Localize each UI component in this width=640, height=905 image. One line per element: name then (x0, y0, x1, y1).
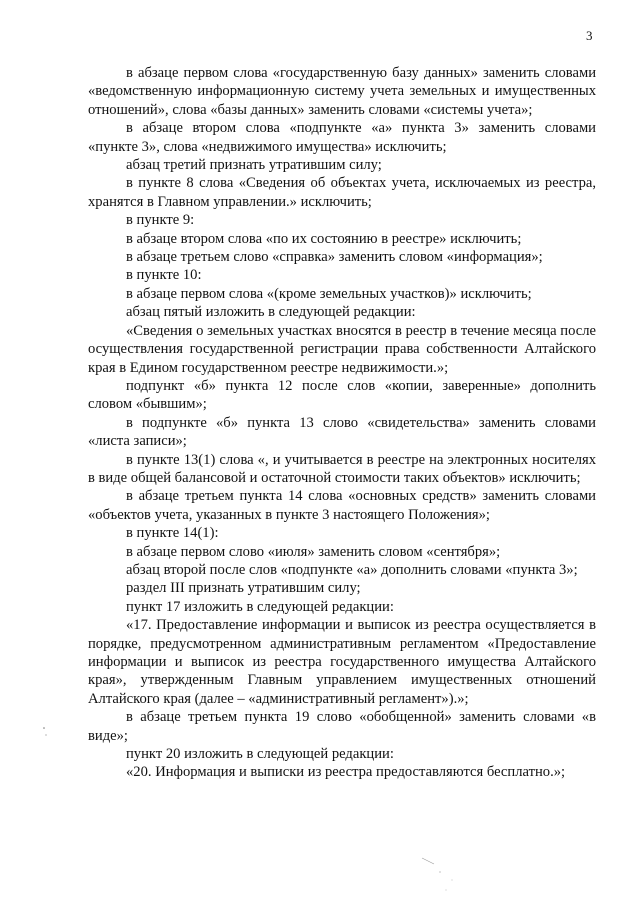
paragraph: в пункте 10: (126, 267, 202, 284)
paragraph: «17. Предоставление информации и выписок из реестра осуществляется в порядке, предусмотренном административным регламентом «Предоставление информации и выписок из реестра государственного имущества Алтайского края», утвержденным Главным управлением имущественных отношений Алтайского края (далее – «административный регламент»).»; (88, 617, 596, 707)
paragraph: «Сведения о земельных участках вносятся в реестр в течение месяца после осуществления государственной регистрации права собственности Алтайского края в Едином государственном реестре недвижимости.»; (88, 322, 596, 376)
paragraph: в абзаце первом слова «государственную базу данных» заменить словами «ведомственную информационную систему учета земельных и имущественных отношений», слова «базы данных» заменить словами «системы учета»; (88, 65, 596, 118)
paragraph: пункт 20 изложить в следующей редакции: (126, 746, 394, 763)
paragraph: в абзаце первом слова «(кроме земельных участков)» исключить; (126, 285, 532, 302)
paragraph: в абзаце втором слова «подпункте «а» пункта 3» заменить словами «пункте 3», слова «недвижимого имущества» исключить; (88, 120, 596, 155)
paragraph: абзац второй после слов «подпункте «а» дополнить словами «пункта 3»; (126, 561, 578, 578)
paragraph: в абзаце первом слово «июля» заменить словом «сентября»; (126, 543, 501, 560)
page-number: 3 (586, 28, 593, 43)
paragraph: в пункте 8 слова «Сведения об объектах учета, исключаемых из реестра, хранятся в Главном управлении.» исключить; (88, 175, 596, 210)
paragraph: подпункт «б» пункта 12 после слов «копии, заверенные» дополнить словом «бывшим»; (88, 377, 596, 413)
paragraph: в подпункте «б» пункта 13 слово «свидетельства» заменить словами «листа записи»; (88, 414, 596, 450)
paragraph: абзац третий признать утратившим силу; (126, 157, 382, 174)
paragraph: в абзаце втором слова «по их состоянию в реестре» исключить; (126, 230, 522, 247)
paragraph: «20. Информация и выписки из реестра предоставляются бесплатно.»; (126, 764, 566, 781)
paragraph: пункт 17 изложить в следующей редакции: (126, 598, 394, 615)
paragraph: абзац пятый изложить в следующей редакции: (126, 304, 416, 321)
paragraph: в абзаце третьем пункта 14 слова «основных средств» заменить словами «объектов учета, указанных в пункте 3 настоящего Положения»; (88, 488, 596, 523)
paragraph: в абзаце третьем пункта 19 слово «обобщенной» заменить словами «в виде»; (88, 709, 596, 744)
paragraph: раздел III признать утратившим силу; (126, 580, 361, 597)
document-body (88, 64, 596, 782)
paragraph: в абзаце третьем слово «справка» заменить словом «информация»; (126, 249, 543, 266)
paragraph: в пункте 9: (126, 212, 195, 229)
paragraph: в пункте 13(1) слова «, и учитывается в реестре на электронных носителях в виде общей балансовой и остаточной стоимости таких объектов» исключить; (88, 451, 596, 486)
paragraph: в пункте 14(1): (126, 525, 219, 542)
